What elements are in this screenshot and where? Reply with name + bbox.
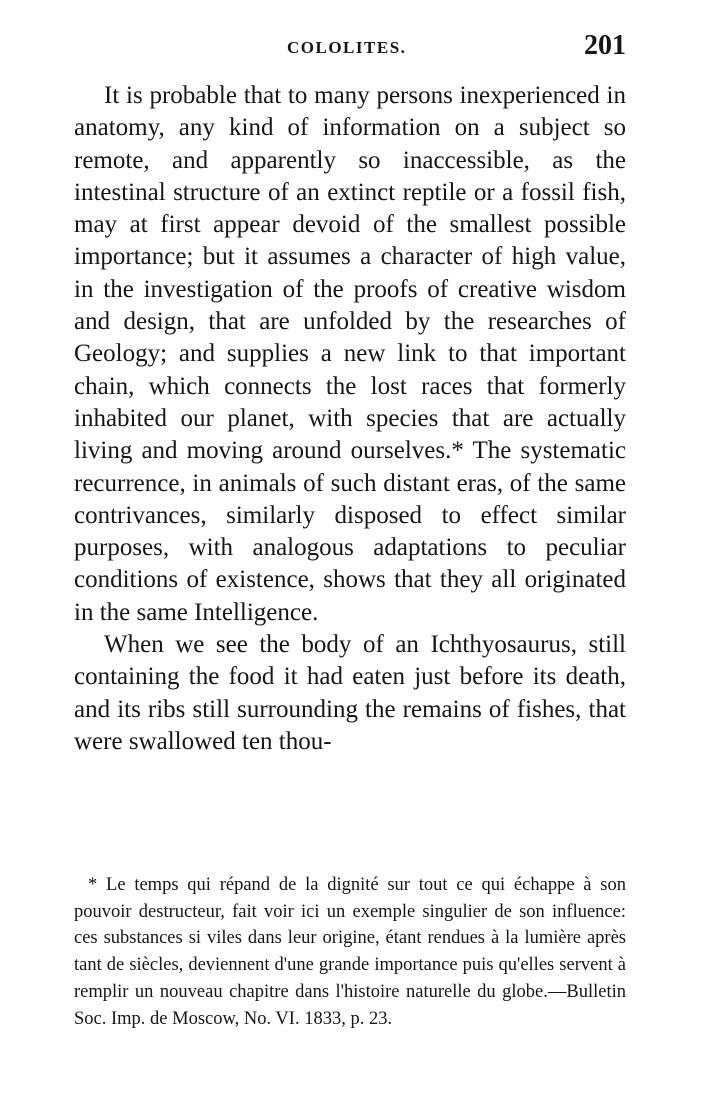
footnote-text: * Le temps qui répand de la dignité sur tout ce qui échappe à son pouvoir destructeur, fait voir ici un exemple singulier de son influence: ces substances si viles dans leur origine, étant rendues à la lumière après tant de siècles, deviennent d'une grande importance puis qu'elles servent à remplir un nouveau chapitre dans l'histoire naturelle du globe.—Bulletin Soc. Imp. de Moscow, No. VI. 1833, p. 23.	[74, 875, 626, 1029]
footnote	[74, 872, 626, 1032]
paragraph-1: It is probable that to many persons inexperienced in anatomy, any kind of information on a subject so remote, and apparently so inaccessible, as the intestinal structure of an extinct reptile or a fossil fish, may at first appear devoid of the smallest possible importance; but it assumes a character of high value, in the investigation of the proofs of creative wisdom and design, that are unfolded by the researches of Geology; and supplies a new link to that important chain, which connects the lost races that formerly inhabited our planet, with species that are actually living and moving around ourselves.* The systematic recurrence, in animals of such distant eras, of the same contrivances, similarly disposed to effect similar purposes, with analogous adaptations to peculiar conditions of existence, shows that they all originated in the same Intelligence.	[74, 82, 626, 626]
paragraph-2: When we see the body of an Ichthyosaurus, still containing the food it had eaten just before its death, and its ribs still surrounding the remains of fishes, that were swallowed ten thou-	[74, 631, 626, 755]
running-head-title: COLOLITES.	[287, 38, 407, 57]
running-head	[74, 32, 626, 68]
page-number: 201	[584, 30, 626, 61]
body-text	[74, 80, 626, 758]
